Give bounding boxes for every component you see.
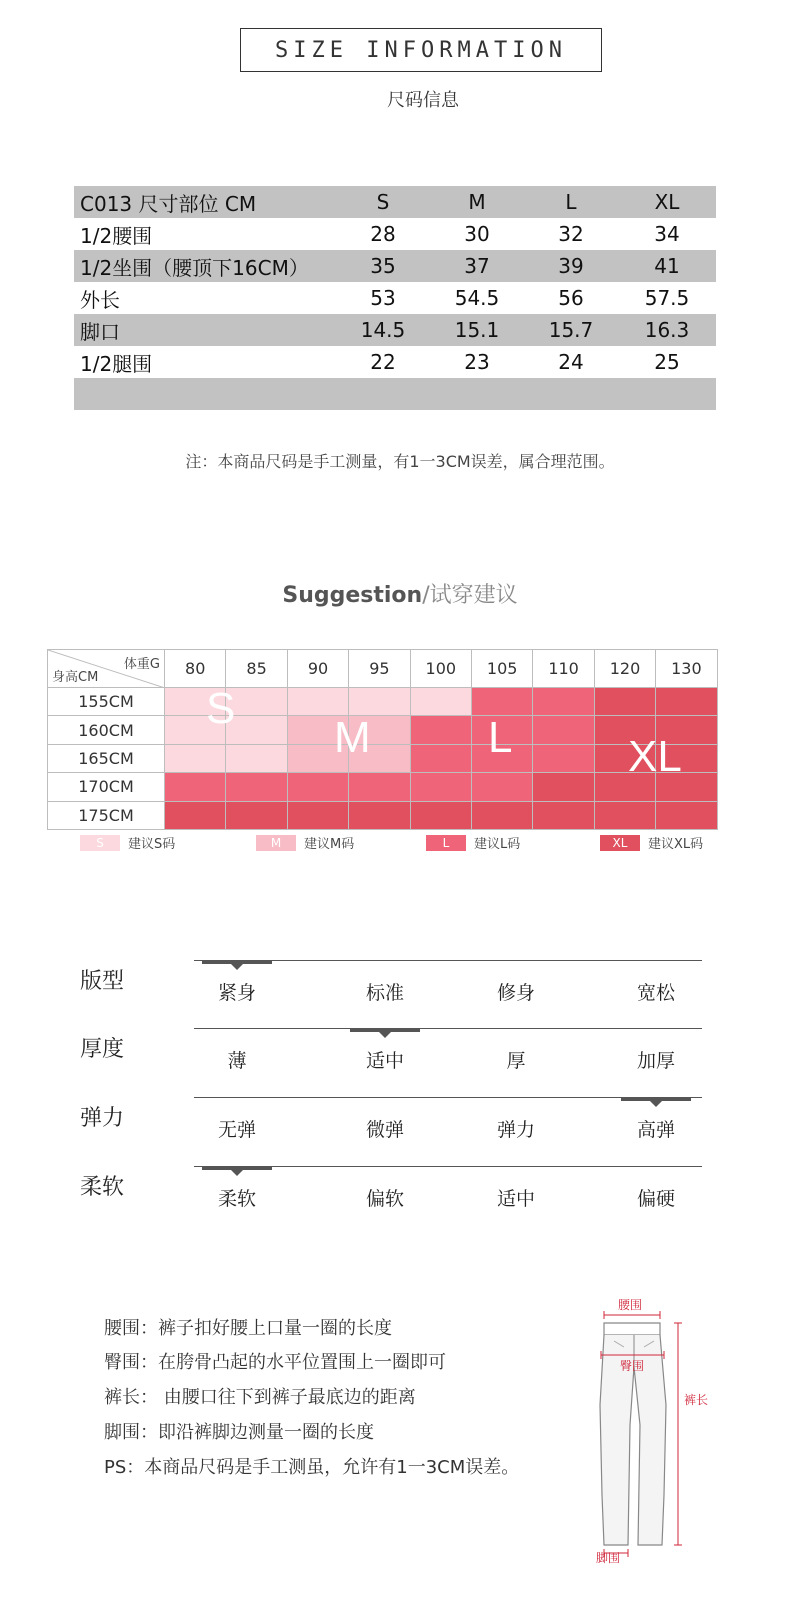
grid-size-letter: M <box>334 713 371 762</box>
table-cell: 1/2坐围（腰顶下16CM） <box>74 250 336 282</box>
table-cell: 1/2腿围 <box>80 351 153 376</box>
grid-height-header: 165CM <box>48 745 165 773</box>
table-cell: 22 <box>370 350 396 374</box>
table-header-cell: M <box>430 186 524 218</box>
table-cell: 16.3 <box>618 314 716 346</box>
attribute-option: 适中 <box>365 1050 404 1072</box>
grid-cell-l <box>349 773 410 801</box>
table-cell: 41 <box>618 250 716 282</box>
attribute-selected-marker <box>202 1166 272 1170</box>
table-cell: 37 <box>430 250 524 282</box>
legend-label: 建议M码 <box>304 837 355 852</box>
attribute-option: 加厚 <box>636 1050 675 1072</box>
table-header-cell: S <box>336 186 430 218</box>
diagram-hem-label: 脚围 <box>596 1551 621 1565</box>
suggestion-legend <box>80 833 720 853</box>
grid-size-letter: L <box>488 713 513 762</box>
table-cell: 35 <box>336 250 430 282</box>
grid-weight-header: 120 <box>595 650 656 688</box>
attribute-option: 偏软 <box>365 1188 404 1210</box>
diagram-waist-label: 腰围 <box>618 1298 643 1312</box>
size-suggestion-grid <box>47 649 718 830</box>
legend-swatch: XL <box>600 835 640 851</box>
table-header-cell: XL <box>618 186 716 218</box>
table-row <box>74 346 716 378</box>
grid-cell-xl <box>595 802 656 830</box>
table-cell: 34 <box>654 222 680 246</box>
attribute-label: 弹力 <box>80 1106 125 1131</box>
corner-weight-label: 体重G <box>123 657 160 672</box>
attribute-option: 无弹 <box>217 1119 256 1141</box>
grid-weight-header: 105 <box>472 650 533 688</box>
grid-cell-s <box>226 745 287 773</box>
table-cell: 14.5 <box>336 314 430 346</box>
grid-cell-xl <box>656 688 717 716</box>
grid-cell-xl <box>288 802 349 830</box>
table-cell: 1/2腰围 <box>80 223 153 248</box>
grid-cell-s <box>226 716 287 744</box>
grid-weight-header: 130 <box>656 650 717 688</box>
table-cell: 28 <box>370 222 396 246</box>
corner-height-label: 身高CM <box>52 670 99 685</box>
suggestion-title <box>0 578 800 609</box>
attribute-selected-marker <box>350 1028 420 1032</box>
grid-height-header: 170CM <box>48 773 165 801</box>
grid-height-header: 155CM <box>48 688 165 716</box>
attribute-option: 宽松 <box>636 982 675 1004</box>
legend-swatch: S <box>80 835 120 851</box>
size-note: 注：本商品尺码是手工测量，有1一3CM误差，属合理范围。 <box>185 452 615 471</box>
attribute-option: 柔软 <box>217 1188 256 1210</box>
measurement-note: 脚围：即沿裤脚边测量一圈的长度 <box>104 1422 374 1443</box>
grid-cell-xl <box>165 802 226 830</box>
grid-height-header: 160CM <box>48 716 165 744</box>
diagram-hip-label: 臀围 <box>620 1359 645 1373</box>
attribute-option: 适中 <box>496 1188 535 1210</box>
pants-diagram <box>590 1295 720 1565</box>
attribute-option: 标准 <box>365 982 404 1004</box>
measurement-note: 腰围：裤子扣好腰上口量一圈的长度 <box>104 1318 392 1339</box>
table-cell: 25 <box>654 350 680 374</box>
grid-weight-header: 95 <box>349 650 410 688</box>
table-row <box>74 218 716 250</box>
grid-cell-xl <box>595 688 656 716</box>
suggestion-title-rest: /试穿建议 <box>422 583 518 608</box>
grid-cell-xl <box>533 802 594 830</box>
grid-cell-xl <box>472 802 533 830</box>
grid-weight-header: 85 <box>226 650 287 688</box>
grid-cell-s <box>165 745 226 773</box>
legend-item <box>600 833 703 852</box>
grid-cell-xl <box>411 802 472 830</box>
table-cell: 15.1 <box>430 314 524 346</box>
grid-cell-l <box>226 773 287 801</box>
attribute-label: 柔软 <box>80 1175 125 1200</box>
suggestion-grid-body <box>47 649 718 830</box>
attribute-selected-marker <box>621 1097 691 1101</box>
table-row-empty <box>74 378 716 410</box>
grid-cell-xl <box>656 802 717 830</box>
grid-cell-l <box>411 716 472 744</box>
attribute-option: 高弹 <box>636 1119 675 1141</box>
attribute-selected-marker <box>202 960 272 964</box>
attribute-label: 版型 <box>80 969 125 994</box>
grid-weight-header: 90 <box>288 650 349 688</box>
grid-height-header: 175CM <box>48 802 165 830</box>
table-row <box>74 250 716 282</box>
table-cell: 脚口 <box>74 314 336 346</box>
legend-swatch: M <box>256 835 296 851</box>
table-row <box>74 282 716 314</box>
table-cell: 15.7 <box>524 314 618 346</box>
grid-corner <box>48 650 165 688</box>
legend-label: 建议L码 <box>474 837 521 852</box>
table-cell: 54.5 <box>454 286 500 310</box>
measurement-note: 臀围：在胯骨凸起的水平位置围上一圈即可 <box>104 1352 446 1373</box>
measurement-note: PS：本商品尺码是手工测虽，允许有1一3CM误差。 <box>104 1457 520 1478</box>
attribute-option: 修身 <box>496 982 535 1004</box>
table-header-cell: L <box>524 186 618 218</box>
grid-weight-header: 80 <box>165 650 226 688</box>
legend-item <box>256 833 354 852</box>
size-information-title <box>240 28 602 72</box>
table-cell: 30 <box>464 222 490 246</box>
attribute-divider <box>194 1028 702 1029</box>
attribute-option: 紧身 <box>217 982 256 1004</box>
legend-label: 建议S码 <box>128 837 176 852</box>
grid-cell-s <box>411 688 472 716</box>
table-cell: 32 <box>558 222 584 246</box>
measurement-note: 裤长： 由腰口往下到裤子最底边的距离 <box>104 1387 416 1408</box>
table-cell: 39 <box>524 250 618 282</box>
grid-size-letter: S <box>206 684 236 733</box>
diagram-length-label: 裤长 <box>684 1393 709 1407</box>
grid-cell-l <box>411 773 472 801</box>
size-table <box>74 186 716 410</box>
grid-cell-l <box>533 688 594 716</box>
grid-cell-xl <box>349 802 410 830</box>
size-information-title-text: SIZE INFORMATION <box>275 37 567 63</box>
table-cell: 57.5 <box>644 286 690 310</box>
suggestion-title-bold: Suggestion <box>282 583 423 608</box>
pants-outline-icon <box>590 1295 720 1565</box>
grid-weight-header: 100 <box>411 650 472 688</box>
legend-label: 建议XL码 <box>648 837 704 852</box>
grid-cell-xl <box>226 802 287 830</box>
attribute-option: 弹力 <box>496 1119 535 1141</box>
size-table-header-row <box>74 186 716 218</box>
attribute-option: 薄 <box>227 1050 247 1072</box>
legend-item <box>80 833 175 852</box>
attribute-option: 微弹 <box>365 1119 404 1141</box>
attribute-label: 厚度 <box>80 1037 125 1062</box>
grid-cell-l <box>411 745 472 773</box>
grid-weight-header: 110 <box>533 650 594 688</box>
table-row <box>74 314 716 346</box>
table-header-cell: C013 尺寸部位 CM <box>74 186 336 218</box>
size-information-subtitle: 尺码信息 <box>387 90 459 111</box>
grid-cell-l <box>533 716 594 744</box>
grid-cell-l <box>288 773 349 801</box>
grid-size-letter: XL <box>628 732 682 781</box>
table-cell: 56 <box>558 286 584 310</box>
table-cell: 24 <box>558 350 584 374</box>
grid-cell-l <box>165 773 226 801</box>
attribute-option: 偏硬 <box>636 1188 675 1210</box>
table-cell: 53 <box>370 286 396 310</box>
legend-item <box>426 833 520 852</box>
table-cell: 外长 <box>80 287 120 312</box>
attribute-option: 厚 <box>506 1050 526 1072</box>
legend-swatch: L <box>426 835 466 851</box>
grid-cell-xl <box>533 773 594 801</box>
grid-cell-l <box>472 773 533 801</box>
table-cell: 23 <box>464 350 490 374</box>
grid-cell-l <box>533 745 594 773</box>
grid-cell-s <box>226 688 287 716</box>
